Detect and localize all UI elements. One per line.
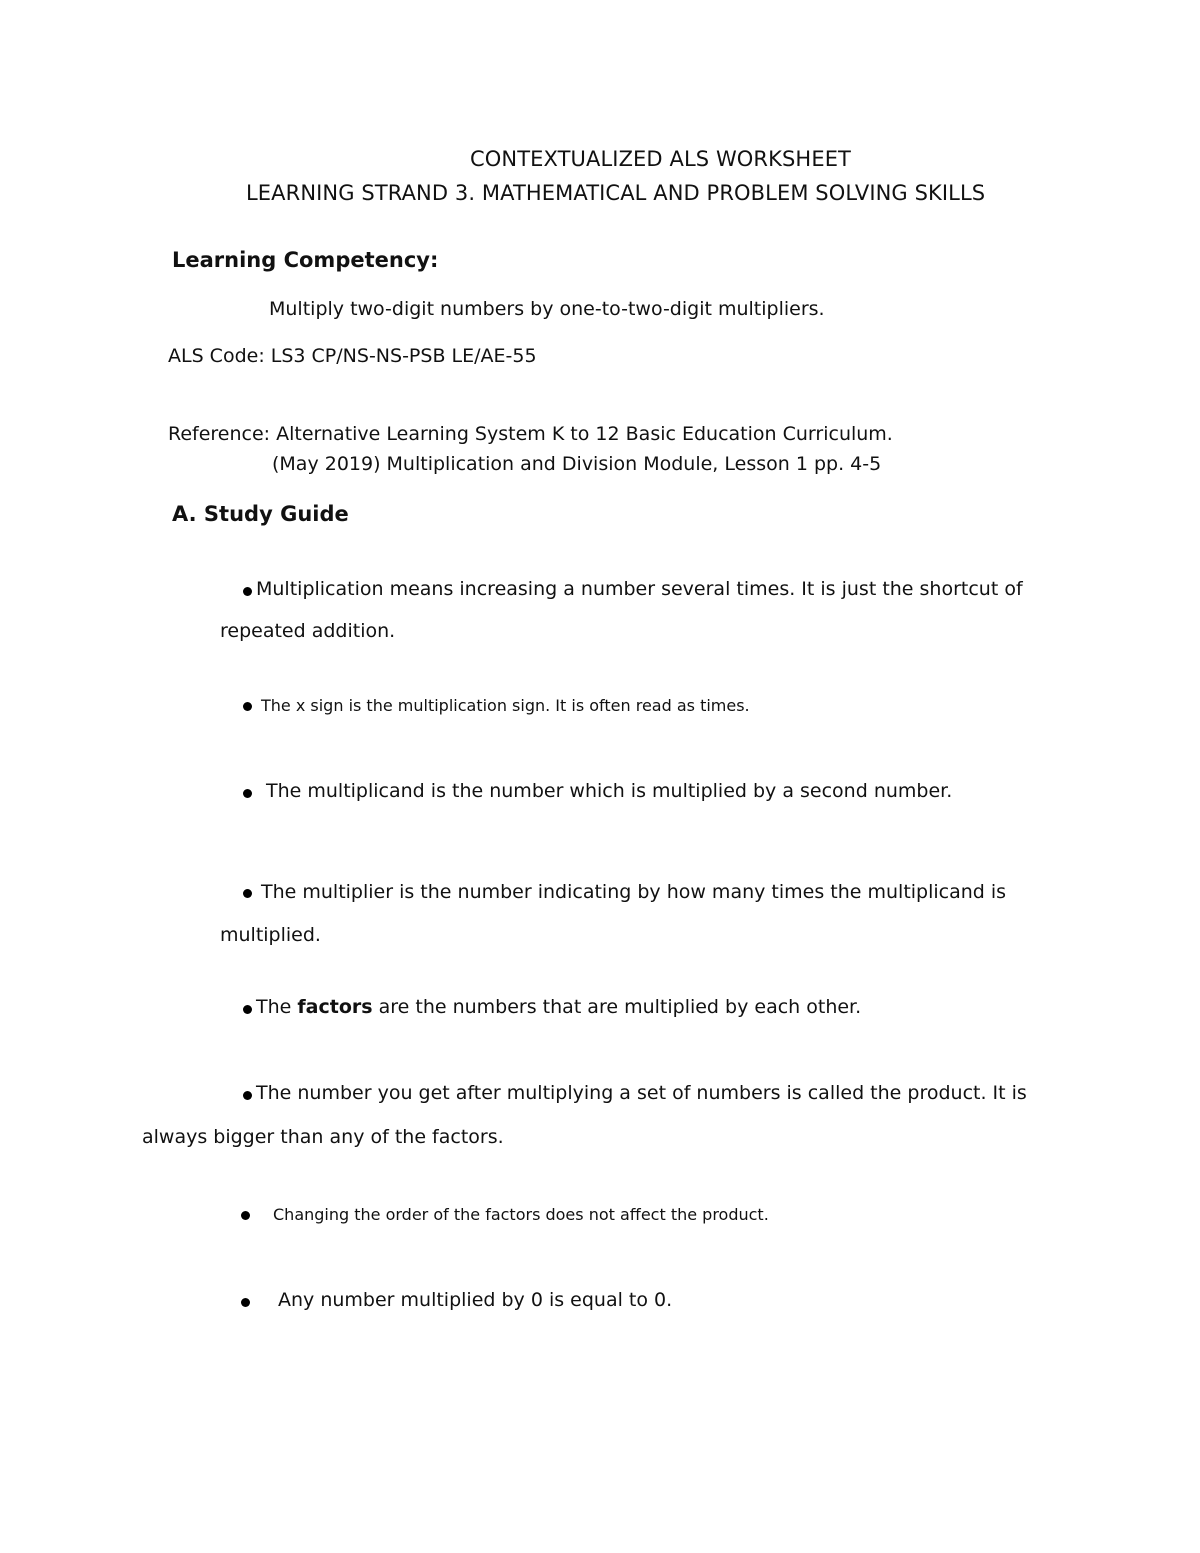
reference-line-1: Reference: Alternative Learning System K to 12 Basic Education Curriculum.	[168, 423, 893, 445]
study-guide-item-continued: always bigger than any of the factors.	[142, 1126, 504, 1148]
bullet-icon	[241, 1298, 250, 1307]
study-guide-item: Any number multiplied by 0 is equal to 0.	[278, 1289, 673, 1311]
bullet-icon	[241, 1211, 250, 1220]
worksheet-title: CONTEXTUALIZED ALS WORKSHEET	[470, 147, 851, 171]
study-guide-heading: A. Study Guide	[172, 502, 349, 526]
study-guide-item: The multiplier is the number indicating by how many times the multiplicand is	[261, 881, 1007, 903]
bullet-icon	[243, 1005, 252, 1014]
reference-line-2: (May 2019) Multiplication and Division Module, Lesson 1 pp. 4-5	[272, 453, 882, 475]
bullet-icon	[243, 702, 252, 711]
bullet-icon	[243, 889, 252, 898]
competency-text: Multiply two-digit numbers by one-to-two-digit multipliers.	[269, 298, 825, 320]
study-guide-item: The multiplicand is the number which is multiplied by a second number.	[266, 780, 953, 802]
competency-heading: Learning Competency:	[172, 248, 439, 272]
study-guide-item: The factors are the numbers that are multiplied by each other.	[256, 996, 862, 1018]
factors-term: factors	[297, 996, 373, 1018]
study-guide-item: Changing the order of the factors does not affect the product.	[273, 1205, 769, 1224]
study-guide-item: The x sign is the multiplication sign. It is often read as times.	[261, 696, 750, 715]
study-guide-item-continued: multiplied.	[220, 924, 321, 946]
study-guide-item: The number you get after multiplying a set of numbers is called the product. It is	[256, 1082, 1027, 1104]
bullet-icon	[243, 587, 252, 596]
bullet-icon	[243, 789, 252, 798]
study-guide-item-continued: repeated addition.	[220, 620, 396, 642]
bullet-icon	[243, 1091, 252, 1100]
als-code: ALS Code: LS3 CP/NS-NS-PSB LE/AE-55	[168, 345, 537, 367]
study-guide-item: Multiplication means increasing a number several times. It is just the shortcut of	[256, 578, 1023, 600]
learning-strand-title: LEARNING STRAND 3. MATHEMATICAL AND PROBLEM SOLVING SKILLS	[246, 181, 986, 205]
